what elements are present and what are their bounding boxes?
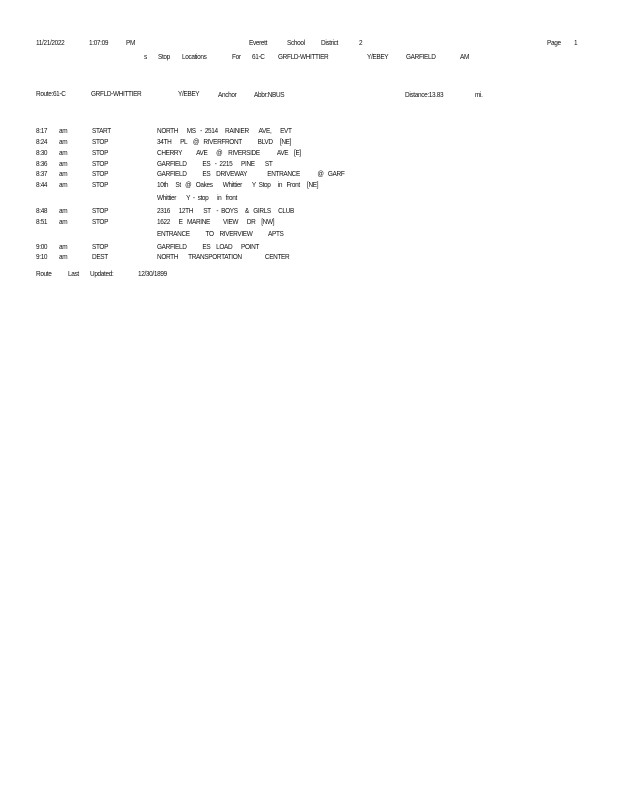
route-variant: Y/EBEY xyxy=(178,89,200,98)
subtitle-word-4: For xyxy=(232,52,241,61)
stop-type: STOP xyxy=(92,137,109,146)
stop-row xyxy=(0,149,618,159)
report-ampm: PM xyxy=(126,38,135,47)
stop-time: 8:48 xyxy=(36,206,48,215)
stop-time: 8:30 xyxy=(36,148,48,157)
stop-row xyxy=(0,170,618,180)
subtitle-word-8: GARFIELD xyxy=(406,52,436,61)
stop-ampm: am xyxy=(59,242,68,251)
stop-location: GARFIELD ES DRIVEWAY ENTRANCE @ GARF xyxy=(157,169,345,178)
stop-time: 8:51 xyxy=(36,217,48,226)
stop-ampm: am xyxy=(59,169,68,178)
org-word-1: Everett xyxy=(249,38,268,47)
footer-word-2: Last xyxy=(68,269,79,278)
stop-type: STOP xyxy=(92,148,109,157)
footer-word-3: Updated: xyxy=(90,269,114,278)
stop-location: 10th St @ Oakes Whittier Y Stop in Front [NE] xyxy=(157,180,319,189)
stop-time: 8:44 xyxy=(36,180,48,189)
stop-location: 34TH PL @ RIVERFRONT BLVD [NE] xyxy=(157,137,292,146)
stop-location: ENTRANCE TO RIVERVIEW APTS xyxy=(157,229,284,238)
subtitle-word-1: s xyxy=(144,52,147,61)
stop-type: STOP xyxy=(92,217,109,226)
report-time: 1:07:09 xyxy=(89,38,109,47)
subtitle-word-3: Locations xyxy=(182,52,207,61)
stop-ampm: am xyxy=(59,148,68,157)
stop-time: 9:00 xyxy=(36,242,48,251)
stop-location: 2316 12TH ST - BOYS & GIRLS CLUB xyxy=(157,206,294,215)
route-distance: Distance:13.83 xyxy=(405,90,444,99)
stop-time: 8:24 xyxy=(36,137,48,146)
route-name: GRFLD-WHITTIER xyxy=(91,89,142,98)
stop-type: STOP xyxy=(92,242,109,251)
stop-time: 8:36 xyxy=(36,159,48,168)
footer-updated-date: 12/30/1899 xyxy=(138,269,167,278)
stop-row xyxy=(0,218,618,228)
stop-type: START xyxy=(92,126,111,135)
stop-row xyxy=(0,181,618,191)
report-date: 11/21/2022 xyxy=(36,38,65,47)
subtitle-word-7: Y/EBEY xyxy=(367,52,389,61)
stop-location: GARFIELD ES - 2215 PINE ST xyxy=(157,159,273,168)
stop-ampm: am xyxy=(59,159,68,168)
stop-ampm: am xyxy=(59,217,68,226)
stop-location: CHERRY AVE @ RIVERSIDE AVE [E] xyxy=(157,148,301,157)
distance-unit: mi. xyxy=(475,90,483,99)
stop-type: STOP xyxy=(92,169,109,178)
stop-location: 1622 E MARINE VIEW DR [NW] xyxy=(157,217,275,226)
org-word-3: District xyxy=(321,38,338,47)
stop-type: STOP xyxy=(92,180,109,189)
stop-row xyxy=(0,127,618,137)
stop-ampm: am xyxy=(59,126,68,135)
subtitle-word-2: Stop xyxy=(158,52,170,61)
route-abbr: Abbr:NBUS xyxy=(254,90,285,99)
page-number: 1 xyxy=(574,38,578,47)
page-label: Page xyxy=(547,38,561,47)
stop-ampm: am xyxy=(59,180,68,189)
stop-location: NORTH MS - 2514 RAINIER AVE, EVT xyxy=(157,126,292,135)
stop-location: GARFIELD ES LOAD POINT xyxy=(157,242,260,251)
stop-row xyxy=(0,207,618,217)
org-word-4: 2 xyxy=(359,38,363,47)
stop-ampm: am xyxy=(59,137,68,146)
stop-location: NORTH TRANSPORTATION CENTER xyxy=(157,252,290,261)
stop-ampm: am xyxy=(59,206,68,215)
stop-row-continuation xyxy=(0,230,618,240)
stop-time: 8:37 xyxy=(36,169,48,178)
stop-location: Whittier Y - stop in front xyxy=(157,193,237,202)
subtitle-word-5: 61-C xyxy=(252,52,265,61)
stop-row xyxy=(0,138,618,148)
stop-time: 8:17 xyxy=(36,126,48,135)
subtitle-word-6: GRFLD-WHITTIER xyxy=(278,52,329,61)
stop-type: STOP xyxy=(92,159,109,168)
stop-time: 9:10 xyxy=(36,252,48,261)
footer-word-1: Route xyxy=(36,269,52,278)
stop-row-continuation xyxy=(0,194,618,204)
subtitle-word-9: AM xyxy=(460,52,469,61)
stop-ampm: am xyxy=(59,252,68,261)
stop-row xyxy=(0,253,618,263)
stop-type: STOP xyxy=(92,206,109,215)
route-anchor: Anchor xyxy=(218,90,237,99)
route-id: Route:61-C xyxy=(36,89,66,98)
stop-type: DEST xyxy=(92,252,108,261)
org-word-2: School xyxy=(287,38,305,47)
